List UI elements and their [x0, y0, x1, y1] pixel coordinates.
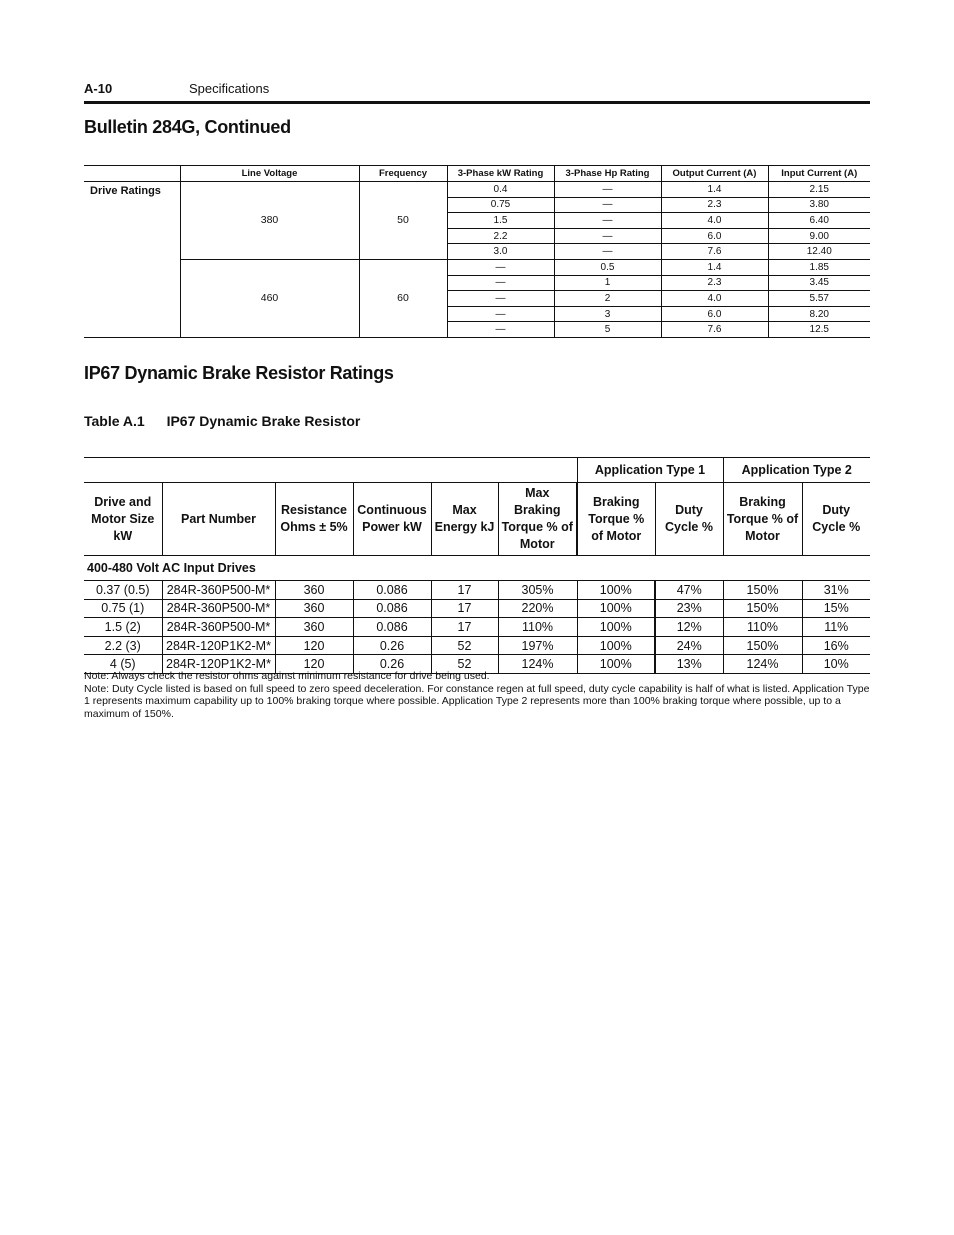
- table-cell: —: [554, 244, 661, 260]
- table-cell: 5.57: [768, 291, 870, 307]
- table-cell: 110%: [723, 618, 802, 637]
- brake-col-header: Braking Torque % of Motor: [723, 483, 802, 556]
- ratings-col-header: Frequency: [359, 166, 447, 182]
- brake-col-header: Max Braking Torque % of Motor: [498, 483, 577, 556]
- table-cell: 12%: [655, 618, 723, 637]
- table-cell: 360: [275, 618, 353, 637]
- brake-col-header: Continuous Power kW: [353, 483, 431, 556]
- table-cell: 6.0: [661, 228, 768, 244]
- table-cell: 11%: [802, 618, 870, 637]
- ratings-col-header: Input Current (A): [768, 166, 870, 182]
- table-cell: 284R-120P1K2-M*: [162, 655, 275, 674]
- table-cell: 0.26: [353, 655, 431, 674]
- table-cell: 360: [275, 599, 353, 618]
- table-cell: 17: [431, 618, 498, 637]
- table-cell: 17: [431, 581, 498, 600]
- table-cell: 150%: [723, 599, 802, 618]
- group-label: 400-480 Volt AC Input Drives: [84, 556, 870, 581]
- table-cell: 284R-360P500-M*: [162, 618, 275, 637]
- table-cell: 1.85: [768, 259, 870, 275]
- table-cell: 17: [431, 599, 498, 618]
- table-row: [84, 636, 870, 655]
- table-cell: 16%: [802, 636, 870, 655]
- table-cell: 47%: [655, 581, 723, 600]
- table-cell: —: [554, 182, 661, 198]
- table-cell: 0.4: [447, 182, 554, 198]
- table-cell: 8.20: [768, 306, 870, 322]
- table-cell: 52: [431, 636, 498, 655]
- table-cell: 110%: [498, 618, 577, 637]
- table-cell: —: [447, 306, 554, 322]
- table-cell: 2: [554, 291, 661, 307]
- table-cell: 15%: [802, 599, 870, 618]
- table-cell: 120: [275, 636, 353, 655]
- table-cell: 284R-360P500-M*: [162, 581, 275, 600]
- brake-resistor-table: [84, 457, 870, 674]
- table-cell: —: [447, 259, 554, 275]
- line-voltage-cell: 380: [180, 182, 359, 260]
- table-cell: 0.75: [447, 197, 554, 213]
- table-cell: 7.6: [661, 244, 768, 260]
- table-cell: —: [554, 228, 661, 244]
- table-cell: 12.5: [768, 322, 870, 338]
- note-1: Note: Always check the resistor ohms against minimum resistance for drive being used.: [84, 670, 490, 682]
- table-cell: 31%: [802, 581, 870, 600]
- line-voltage-cell: 460: [180, 259, 359, 337]
- table-cell: 10%: [802, 655, 870, 674]
- table-cell: 0.75 (1): [84, 599, 162, 618]
- table-cell: 3.45: [768, 275, 870, 291]
- table-cell: —: [554, 213, 661, 229]
- table-row: [84, 259, 870, 275]
- table-cell: 5: [554, 322, 661, 338]
- table-cell: 150%: [723, 636, 802, 655]
- ratings-col-header: Line Voltage: [180, 166, 359, 182]
- table-cell: 1: [554, 275, 661, 291]
- table-cell: 52: [431, 655, 498, 674]
- ratings-col-header: 3-Phase Hp Rating: [554, 166, 661, 182]
- notes: [84, 670, 870, 720]
- table-cell: 305%: [498, 581, 577, 600]
- table-row: [84, 581, 870, 600]
- ratings-col-header: 3-Phase kW Rating: [447, 166, 554, 182]
- table-cell: 1.5: [447, 213, 554, 229]
- table-row: [84, 618, 870, 637]
- table-cell: 3: [554, 306, 661, 322]
- brake-col-header: Part Number: [162, 483, 275, 556]
- brake-body: [84, 556, 870, 674]
- table-cell: 12.40: [768, 244, 870, 260]
- brake-col-header: Resistance Ohms ± 5%: [275, 483, 353, 556]
- table-cell: 100%: [577, 636, 655, 655]
- table-cell: 13%: [655, 655, 723, 674]
- brake-col-header: Duty Cycle %: [655, 483, 723, 556]
- page-header: [84, 80, 870, 104]
- table-cell: 4.0: [661, 291, 768, 307]
- table-row: [84, 599, 870, 618]
- row-label: Drive Ratings: [84, 182, 180, 338]
- table-cell: 3.0: [447, 244, 554, 260]
- table-cell: 100%: [577, 581, 655, 600]
- table-cell: 100%: [577, 599, 655, 618]
- app-type-2-header: Application Type 2: [723, 458, 870, 483]
- table-row: [84, 182, 870, 198]
- table-cell: 124%: [723, 655, 802, 674]
- table-cell: 2.2 (3): [84, 636, 162, 655]
- table-cell: 0.37 (0.5): [84, 581, 162, 600]
- table-cell: 1.5 (2): [84, 618, 162, 637]
- table-cell: —: [554, 197, 661, 213]
- table-cell: 100%: [577, 618, 655, 637]
- page-number: A-10: [84, 81, 113, 96]
- table-cell: 100%: [577, 655, 655, 674]
- table-cell: 197%: [498, 636, 577, 655]
- brake-group-row: [84, 556, 870, 581]
- table-caption: [84, 413, 360, 429]
- table-cell: 23%: [655, 599, 723, 618]
- app-type-1-header: Application Type 1: [577, 458, 723, 483]
- table-cell: 6.0: [661, 306, 768, 322]
- table-caption-number: Table A.1: [84, 413, 145, 429]
- table-cell: 360: [275, 581, 353, 600]
- table-cell: 0.086: [353, 599, 431, 618]
- table-cell: 24%: [655, 636, 723, 655]
- table-caption-title: IP67 Dynamic Brake Resistor: [166, 413, 361, 429]
- table-cell: 6.40: [768, 213, 870, 229]
- table-cell: 2.2: [447, 228, 554, 244]
- table-cell: 0.5: [554, 259, 661, 275]
- table-cell: 284R-120P1K2-M*: [162, 636, 275, 655]
- table-cell: 150%: [723, 581, 802, 600]
- section-title-bulletin: Bulletin 284G, Continued: [84, 117, 291, 137]
- brake-header-row: [84, 483, 870, 556]
- brake-header-blank: [84, 458, 577, 483]
- frequency-cell: 50: [359, 182, 447, 260]
- ratings-body: [84, 182, 870, 338]
- brake-col-header: Braking Torque % of Motor: [577, 483, 655, 556]
- table-cell: —: [447, 291, 554, 307]
- table-cell: —: [447, 322, 554, 338]
- note-2: Note: Duty Cycle listed is based on full speed to zero speed deceleration. For constance regen at full speed, duty cycle capability is half of what is listed. Application Type 1 represents maximum capability up to 100% braking torque where possible. Application Type 2 represents more than 100% braking torque where possible, up to a maximum of 150%.: [84, 682, 870, 720]
- table-cell: —: [447, 275, 554, 291]
- table-cell: 120: [275, 655, 353, 674]
- frequency-cell: 60: [359, 259, 447, 337]
- brake-col-header: Max Energy kJ: [431, 483, 498, 556]
- ratings-col-header: Output Current (A): [661, 166, 768, 182]
- table-cell: 124%: [498, 655, 577, 674]
- table-cell: 7.6: [661, 322, 768, 338]
- drive-ratings-table: [84, 165, 870, 338]
- brake-col-header: Drive and Motor Size kW: [84, 483, 162, 556]
- section-label: Specifications: [189, 81, 270, 96]
- ratings-header-blank: [84, 166, 180, 182]
- table-cell: 0.086: [353, 618, 431, 637]
- table-cell: 220%: [498, 599, 577, 618]
- table-cell: 2.3: [661, 197, 768, 213]
- brake-col-header: Duty Cycle %: [802, 483, 870, 556]
- table-cell: 0.26: [353, 636, 431, 655]
- table-cell: 1.4: [661, 259, 768, 275]
- table-cell: 2.3: [661, 275, 768, 291]
- table-cell: 1.4: [661, 182, 768, 198]
- table-cell: 284R-360P500-M*: [162, 599, 275, 618]
- section-title-brake: IP67 Dynamic Brake Resistor Ratings: [84, 363, 394, 383]
- ratings-header-row: [84, 166, 870, 182]
- table-cell: 4 (5): [84, 655, 162, 674]
- table-cell: 4.0: [661, 213, 768, 229]
- brake-header-group-row: [84, 458, 870, 483]
- table-cell: 0.086: [353, 581, 431, 600]
- table-cell: 2.15: [768, 182, 870, 198]
- table-cell: 9.00: [768, 228, 870, 244]
- table-cell: 3.80: [768, 197, 870, 213]
